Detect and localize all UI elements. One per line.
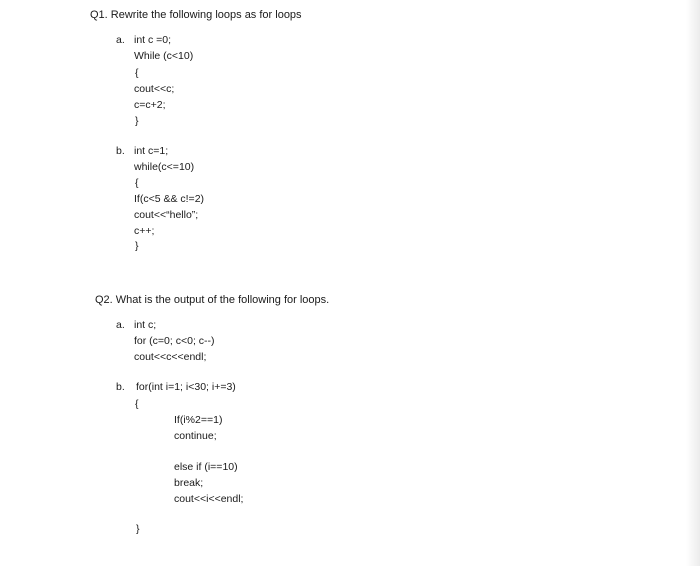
q2-a-line-2: for (c=0; c<0; c--): [134, 335, 215, 347]
page-edge-shadow: [686, 0, 700, 566]
q2-b-line-8: }: [136, 523, 140, 535]
q1-a-line-6: }: [135, 115, 139, 127]
q1-b-line-7: }: [135, 240, 139, 252]
q2-b-line-3: If(i%2==1): [174, 414, 223, 426]
q2-b-line-6: break;: [174, 477, 204, 489]
q2-a-marker: a.: [116, 319, 125, 331]
q1-b-line-1: int c=1;: [134, 145, 169, 157]
q2-b-marker: b.: [116, 381, 125, 393]
q1-b-line-3: {: [135, 177, 139, 189]
q1-a-line-1: int c =0;: [134, 34, 172, 46]
q1-b-line-4: If(c<5 && c!=2): [134, 193, 205, 205]
q2-b-line-7: cout<<i<<endl;: [174, 493, 244, 505]
q1-a-line-4: cout<<c;: [134, 83, 175, 95]
q2-title: Q2. What is the output of the following for loops.: [95, 294, 330, 306]
q2-b-line-2: {: [135, 398, 139, 410]
q2-b-line-5: else if (i==10): [174, 461, 238, 473]
q1-a-marker: a.: [116, 34, 125, 46]
q1-a-line-5: c=c+2;: [134, 99, 166, 111]
q2-b-line-1: for(int i=1; i<30; i+=3): [136, 381, 236, 393]
q2-a-line-1: int c;: [134, 319, 157, 331]
q2-b-line-4: continue;: [174, 430, 217, 442]
q1-b-marker: b.: [116, 145, 125, 157]
q2-a-line-3: cout<<c<<endl;: [134, 351, 207, 363]
q1-b-line-5: cout<<“hello”;: [134, 209, 199, 221]
q1-b-line-2: while(c<=10): [134, 161, 195, 173]
q1-b-line-6: c++;: [134, 225, 155, 237]
q1-title: Q1. Rewrite the following loops as for loops: [90, 9, 302, 21]
q1-a-line-3: {: [135, 67, 139, 79]
q1-a-line-2: While (c<10): [134, 50, 194, 62]
